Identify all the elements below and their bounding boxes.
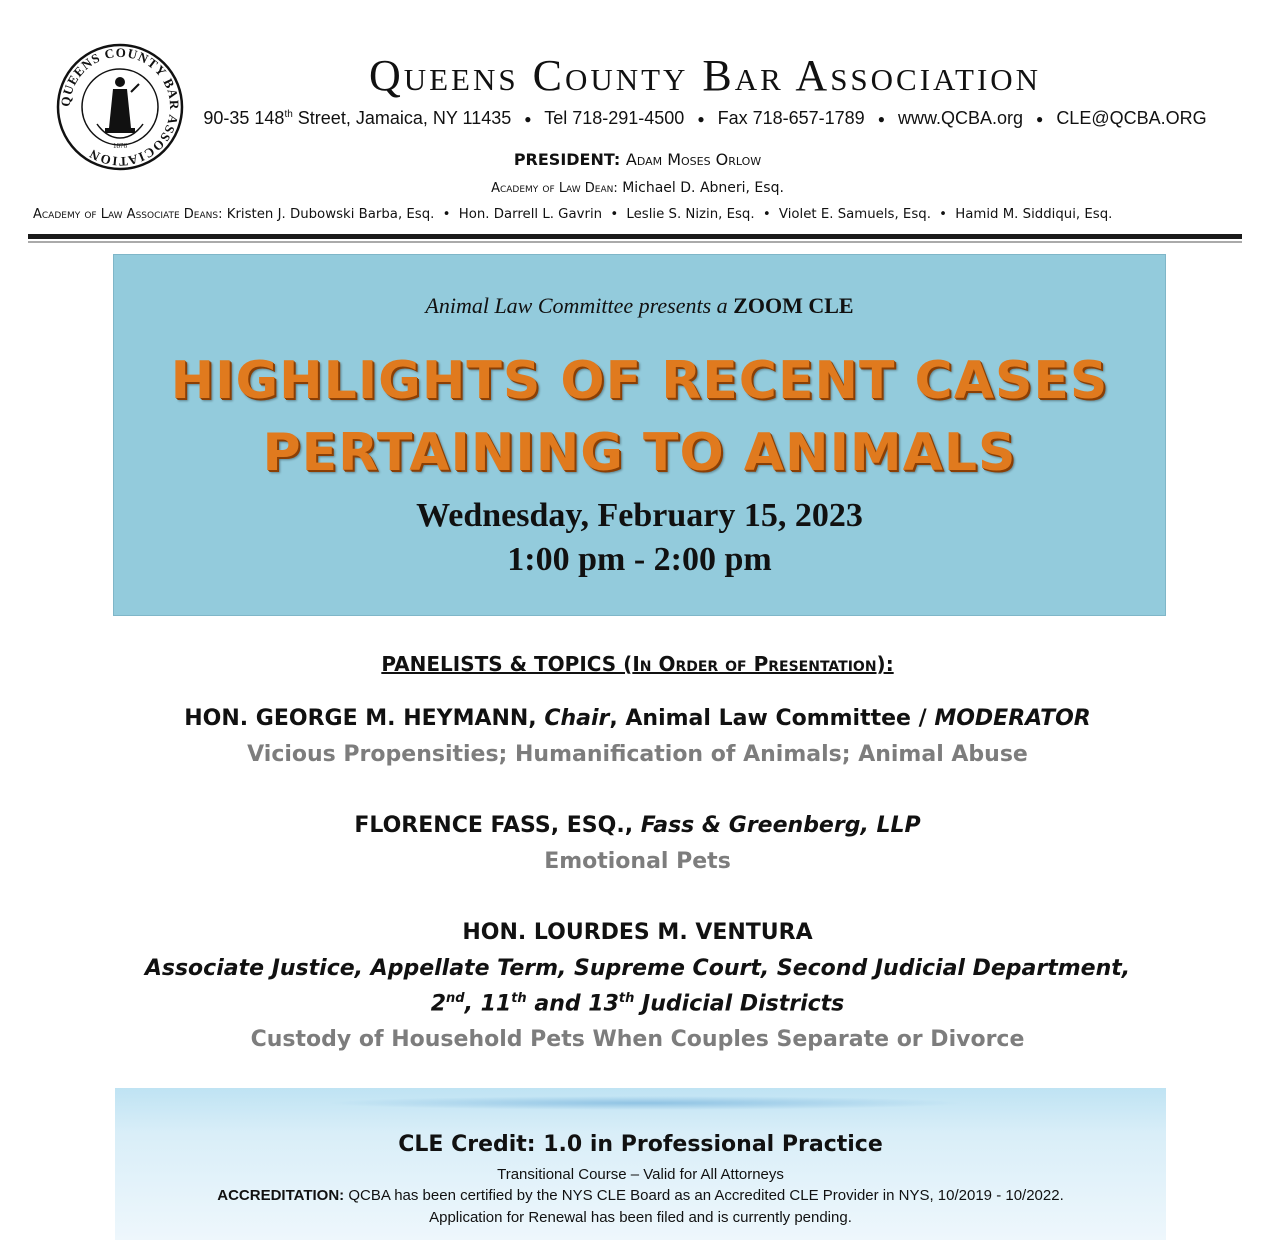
bullet-icon: • — [442, 207, 451, 222]
event-banner — [113, 254, 1166, 616]
panelist-3-name: HON. LOURDES M. VENTURA — [462, 920, 813, 945]
renewal-note: Application for Renewal has been filed and is currently pending. — [429, 1209, 852, 1226]
course-type: Transitional Course – Valid for All Attorneys — [497, 1166, 784, 1183]
event-title-line-1: HIGHLIGHTS OF RECENT CASES — [170, 351, 1109, 411]
president-name: Adam Moses Orlow — [625, 150, 762, 169]
event-title-line-2: PERTAINING TO ANIMALS — [262, 423, 1017, 483]
president-label: PRESIDENT: — [513, 150, 621, 169]
panelists-heading: PANELISTS & TOPICS (In Order of Presentation): — [381, 652, 894, 676]
cle-credit-title: CLE Credit: 1.0 in Professional Practice — [398, 1132, 883, 1157]
header-divider — [28, 234, 1242, 239]
decorative-streak — [325, 1096, 965, 1110]
organization-name: Queens County Bar Association — [368, 51, 1042, 100]
panelist-1-name: HON. GEORGE M. HEYMANN, Chair, Animal Law Committee / MODERATOR — [184, 706, 1091, 731]
panelist-3-title: Associate Justice, Appellate Term, Supreme Court, Second Judicial Department, — [144, 956, 1131, 981]
accreditation-text: QCBA has been certified by the NYS CLE Board as an Accredited CLE Provider in NYS, 10/2019 - 10/2022. — [344, 1187, 1064, 1204]
bullet-icon: • — [610, 207, 619, 222]
panelist-1-topic: Vicious Propensities; Humanification of Animals; Animal Abuse — [247, 742, 1028, 767]
email-link[interactable]: CLE@QCBA.ORG — [1056, 108, 1207, 128]
telephone: Tel 718-291-4500 — [544, 108, 685, 128]
bullet-icon: ● — [1036, 112, 1044, 127]
address: 90-35 148th Street, Jamaica, NY 11435 — [203, 108, 512, 128]
associate-dean: Hon. Darrell L. Gavrin — [458, 207, 603, 222]
event-time: 1:00 pm - 2:00 pm — [507, 541, 772, 578]
bullet-icon: ● — [877, 112, 885, 127]
dean-label: Academy of Law Dean: — [491, 181, 618, 196]
accreditation-line — [115, 1187, 1166, 1204]
dean-line — [0, 180, 1275, 196]
fax: Fax 718-657-1789 — [717, 108, 865, 128]
panelist-2-name: FLORENCE FASS, ESQ., Fass & Greenberg, LLP — [354, 813, 921, 838]
presents-text: Animal Law Committee presents a — [425, 293, 728, 318]
contact-line — [195, 108, 1215, 129]
president-line — [0, 150, 1275, 169]
associate-dean: Hamid M. Siddiqui, Esq. — [955, 207, 1113, 222]
event-date: Wednesday, February 15, 2023 — [416, 497, 863, 534]
bullet-icon: • — [762, 207, 771, 222]
cle-credit-box — [115, 1088, 1166, 1240]
website-link[interactable]: www.QCBA.org — [897, 108, 1024, 128]
header-divider-thin — [28, 241, 1242, 243]
seal-year: 1876 — [113, 142, 127, 150]
panelist-3-districts: 2nd, 11th and 13th Judicial Districts — [430, 991, 845, 1017]
bullet-icon: ● — [697, 112, 705, 127]
associate-deans-label: Academy of Law Associate Deans: — [33, 207, 223, 222]
panelist-3-topic: Custody of Household Pets When Couples Separate or Divorce — [250, 1027, 1025, 1052]
panelist-2-topic: Emotional Pets — [544, 849, 731, 874]
dean-name: Michael D. Abneri, Esq. — [622, 180, 784, 196]
associate-deans-line — [33, 207, 1243, 222]
accreditation-label: ACCREDITATION: — [217, 1187, 345, 1204]
bullet-icon: ● — [524, 112, 532, 127]
bullet-icon: • — [939, 207, 948, 222]
seal-text: QUEENS COUNTY BAR ASSOCIATION — [57, 44, 183, 170]
associate-dean: Kristen J. Dubowski Barba, Esq. — [226, 207, 435, 222]
associate-dean: Violet E. Samuels, Esq. — [778, 207, 931, 222]
associate-dean: Leslie S. Nizin, Esq. — [626, 207, 755, 222]
presents-line — [114, 293, 1165, 319]
event-format: ZOOM CLE — [733, 293, 854, 318]
